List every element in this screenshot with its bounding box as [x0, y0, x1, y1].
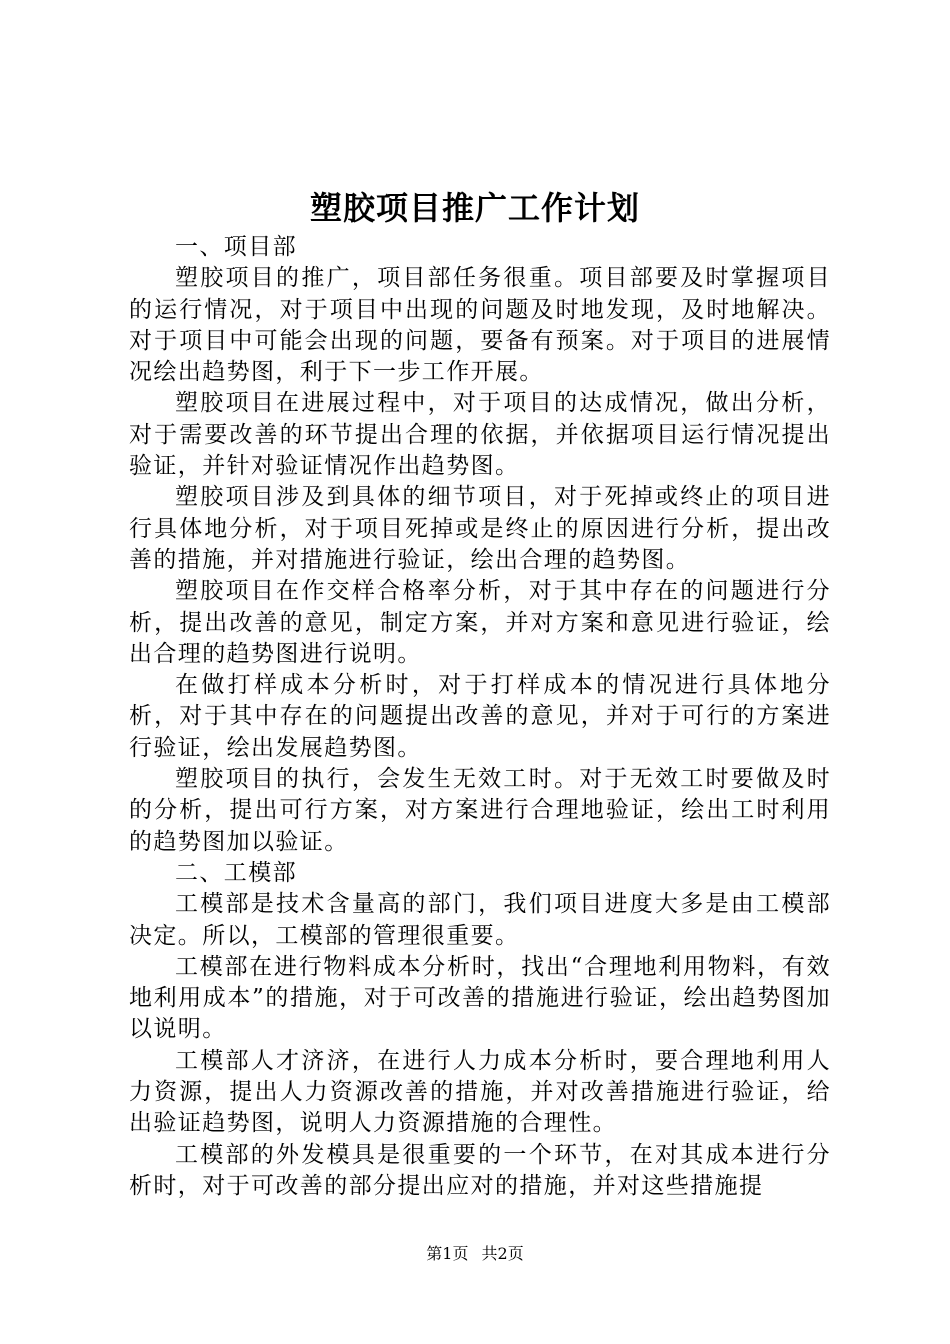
paragraph: 塑胶项目在作交样合格率分析，对于其中存在的问题进行分析，提出改善的意见，制定方案，并对方案和意见进行验证，绘出合理的趋势图进行说明。 — [129, 578, 831, 667]
paragraph: 工模部的外发模具是很重要的一个环节，在对其成本进行分析时，对于可改善的部分提出应对的措施，并对这些措施提 — [129, 1141, 831, 1199]
page-number-current: 第1页 — [426, 1244, 469, 1263]
paragraph: 在做打样成本分析时，对于打样成本的情况进行具体地分析，对于其中存在的问题提出改善的意见，并对于可行的方案进行验证，绘出发展趋势图。 — [129, 672, 831, 761]
paragraph: 工模部是技术含量高的部门，我们项目进度大多是由工模部决定。所以，工模部的管理很重要。 — [129, 891, 831, 949]
paragraph: 塑胶项目在进展过程中，对于项目的达成情况，做出分析，对于需要改善的环节提出合理的依据，并依据项目运行情况提出验证，并针对验证情况作出趋势图。 — [129, 390, 831, 480]
document-body — [129, 232, 831, 1202]
page-footer — [0, 1242, 950, 1266]
section-heading-mold-dept: 二、工模部 — [175, 859, 297, 886]
paragraph: 塑胶项目的执行，会发生无效工时。对于无效工时要做及时的分析，提出可行方案，对方案进行合理地验证，绘出工时利用的趋势图加以验证。 — [129, 766, 831, 855]
paragraph: 工模部在进行物料成本分析时，找出“合理地利用物料，有效地利用成本”的措施，对于可改善的措施进行验证，绘出趋势图加以说明。 — [129, 953, 831, 1043]
paragraph: 塑胶项目的推广，项目部任务很重。项目部要及时掌握项目的运行情况，对于项目中出现的问题及时地发现，及时地解决。对于项目中可能会出现的问题，要备有预案。对于项目的进展情况绘出趋势图，利于下一步工作开展。 — [129, 265, 831, 386]
paragraph: 工模部人才济济，在进行人力成本分析时，要合理地利用人力资源，提出人力资源改善的措施，并对改善措施进行验证，给出验证趋势图，说明人力资源措施的合理性。 — [129, 1047, 831, 1137]
document-title: 塑胶项目推广工作计划 — [309, 189, 640, 227]
paragraph: 塑胶项目涉及到具体的细节项目，对于死掉或终止的项目进行具体地分析，对于项目死掉或是终止的原因进行分析，提出改善的措施，并对措施进行验证，绘出合理的趋势图。 — [129, 484, 831, 573]
section-heading-project-dept: 一、项目部 — [175, 234, 297, 260]
page-number-total: 共2页 — [481, 1244, 524, 1263]
